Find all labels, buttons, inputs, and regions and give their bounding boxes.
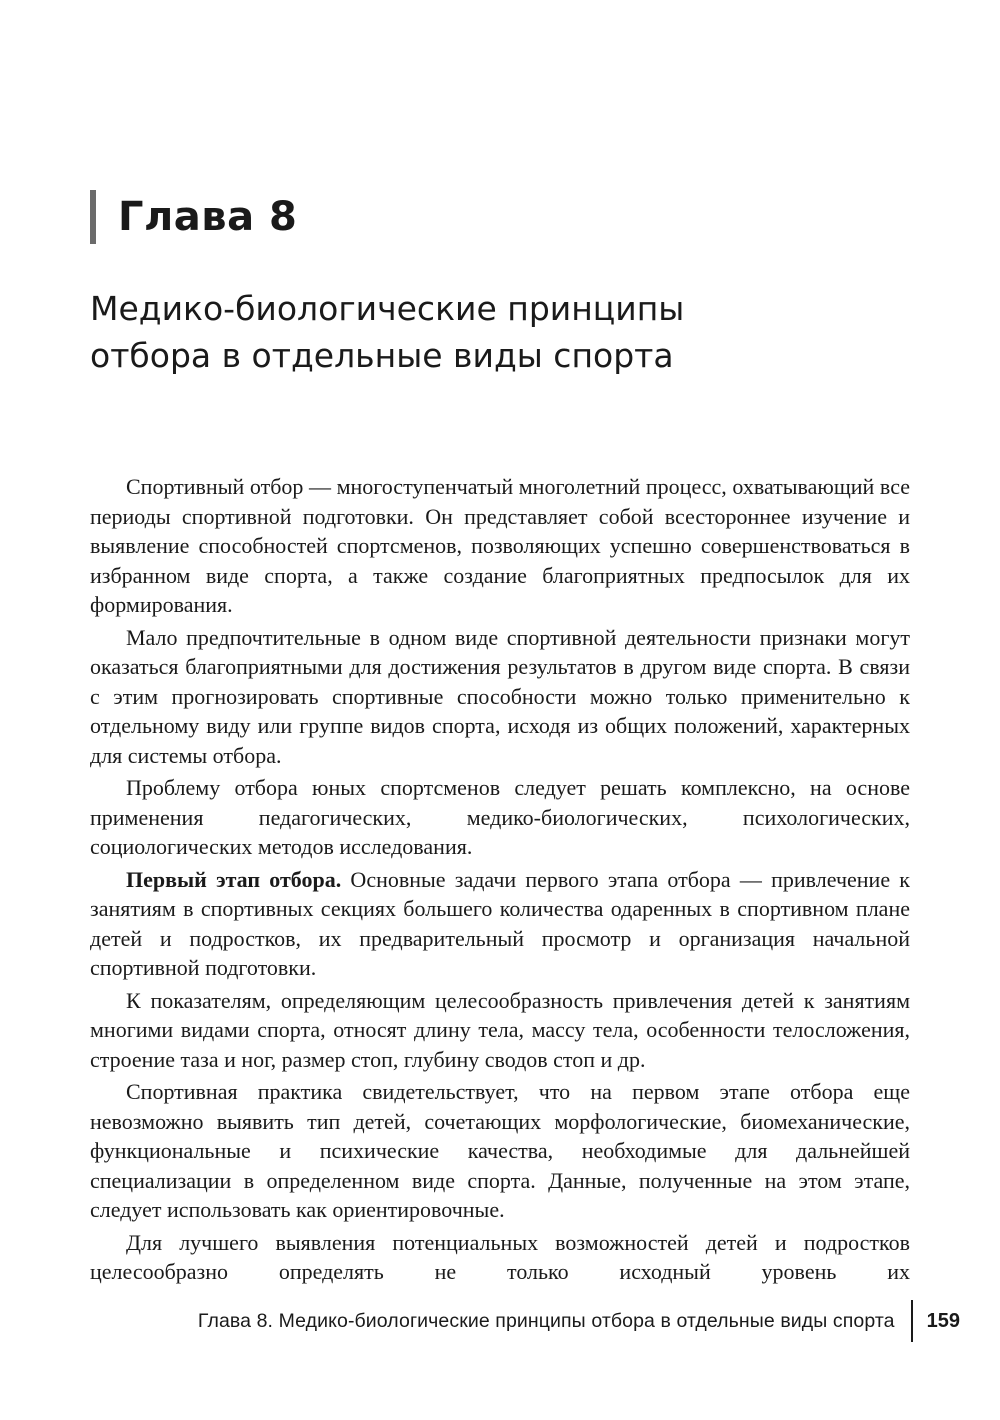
page-footer [90, 1300, 960, 1342]
chapter-title-line-2: отбора в отдельные виды спорта [90, 336, 674, 375]
paragraph-3: Проблему отбора юных спортсменов следует решать комплексно, на основе применения педагогических, медико-биологических, психологических, социологических методов исследования. [90, 775, 910, 859]
chapter-label: Глава 8 [118, 194, 298, 240]
page-number: 159 [926, 1309, 960, 1332]
body-text [90, 472, 910, 1290]
chapter-accent-bar [90, 190, 96, 244]
running-title: Глава 8. Медико-биологические принципы отбора в отдельные виды спорта [197, 1309, 895, 1332]
footer-divider [911, 1300, 913, 1342]
paragraph-5: К показателям, определяющим целесообразность привлечения детей к занятиям многими видами спорта, относят длину тела, массу тела, особенности телосложения, строение таза и ног, размер стоп, глубину сводов стоп и др. [90, 987, 910, 1072]
chapter-title-line-1: Медико-биологические принципы [90, 289, 685, 328]
chapter-heading [90, 190, 297, 244]
paragraph-2: Мало предпочтительные в одном виде спортивной деятельности признаки могут оказаться благоприятными для достижения результатов в другом виде спорта. В связи с этим прогнозировать спортивные способности можно только применительно к отдельному виду или группе видов спорта, исходя из общих положений, характерных для системы отбора. [90, 624, 910, 768]
paragraph-4: Первый этап отбора. Основные задачи первого этапа отбора — привлечение к занятиям в спортивных секциях большего количества одаренных в спортивном плане детей и подростков, их предварительный просмотр и организация начальной спортивной подготовки. [90, 866, 910, 980]
paragraph-1: Спортивный отбор — многоступенчатый многолетний процесс, охватывающий все периоды спортивной подготовки. Он представляет собой всестороннее изучение и выявление способностей спортсменов, позволяющих успешно совершенствоваться в избранном виде спорта, а также создание благоприятных предпосылок для их формирования. [90, 474, 910, 617]
paragraph-4-lead: Первый этап отбора. [126, 866, 342, 892]
paragraph-6: Спортивная практика свидетельствует, что на первом этапе отбора еще невозможно выявить тип детей, сочетающих морфологические, биомеханические, функциональные и психические качества, необходимые для дальнейшей специализации в определенном виде спорта. Данные, полученные на этом этапе, следует использовать как ориентировочные. [90, 1079, 910, 1222]
chapter-title [90, 285, 920, 379]
paragraph-7: Для лучшего выявления потенциальных возможностей детей и подростков целесообразно определять не только исходный уровень их [90, 1229, 910, 1284]
